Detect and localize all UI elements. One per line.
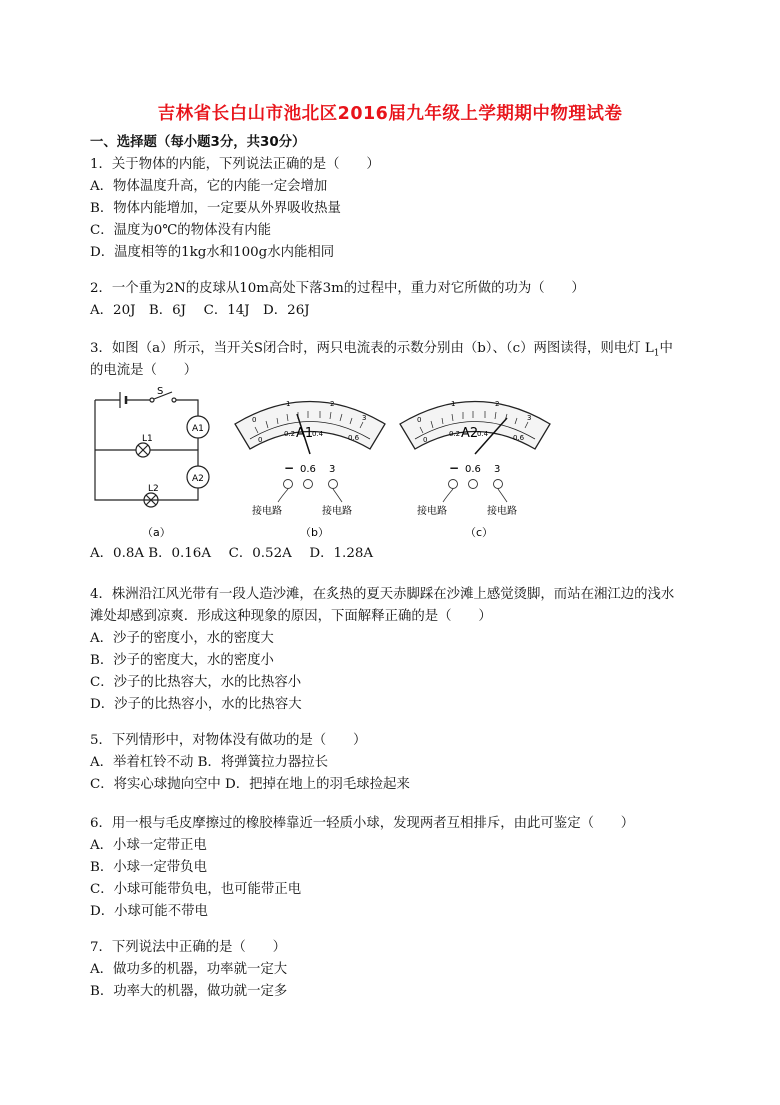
svg-text:0.4: 0.4 xyxy=(477,430,489,438)
svg-text:3: 3 xyxy=(329,464,336,475)
meter-c-label: A2 xyxy=(461,426,479,441)
l1-label: L1 xyxy=(142,434,153,444)
meter-b-label: A1 xyxy=(296,426,314,441)
svg-text:接电路: 接电路 xyxy=(322,506,352,517)
q7-option-a: A．做功多的机器，功率就一定大 xyxy=(90,962,288,977)
terminals-b xyxy=(284,480,338,489)
caption-a: （a） xyxy=(142,526,171,539)
q3-options: A．0.8A B．0.16A C．0.52A D．1.28A xyxy=(90,546,374,561)
svg-text:0.6: 0.6 xyxy=(513,434,525,442)
q6-option-a: A．小球一定带正电 xyxy=(90,838,207,853)
q6-option-d: D．小球可能不带电 xyxy=(90,904,208,919)
svg-text:0.6: 0.6 xyxy=(465,464,481,475)
terminals-c xyxy=(449,480,503,489)
svg-text:0.2: 0.2 xyxy=(449,430,461,438)
svg-text:−: − xyxy=(449,461,460,475)
svg-text:0.6: 0.6 xyxy=(348,434,360,442)
svg-text:0: 0 xyxy=(423,436,428,444)
q4-option-c: C．沙子的比热容大，水的比热容小 xyxy=(90,675,302,690)
switch-label: S xyxy=(157,386,164,397)
q1-option-b: B．物体内能增加，一定要从外界吸收热量 xyxy=(90,201,341,216)
svg-text:2: 2 xyxy=(495,400,500,408)
q4-option-b: B．沙子的密度大，水的密度小 xyxy=(90,653,274,668)
ammeter-b xyxy=(235,400,385,539)
svg-text:0: 0 xyxy=(417,416,422,424)
q6-option-b: B．小球一定带负电 xyxy=(90,860,207,875)
q5-stem: 5．下列情形中，对物体没有做功的是（ ） xyxy=(90,733,367,748)
q6-option-c: C．小球可能带负电，也可能带正电 xyxy=(90,882,302,897)
svg-text:3: 3 xyxy=(494,464,501,475)
svg-text:接电路: 接电路 xyxy=(487,506,517,517)
q1-option-d: D．温度相等的1kg水和100g水内能相同 xyxy=(90,245,335,260)
q3-stem-line2: 的电流是（ ） xyxy=(90,363,198,378)
q5-options-cd: C．将实心球抛向空中 D．把掉在地上的羽毛球捡起来 xyxy=(90,777,410,792)
q1-option-a: A．物体温度升高，它的内能一定会增加 xyxy=(90,179,328,194)
a1-circuit-label: A1 xyxy=(192,424,204,434)
l2-label: L2 xyxy=(148,484,159,494)
svg-text:3: 3 xyxy=(362,414,367,422)
svg-text:0.4: 0.4 xyxy=(312,430,324,438)
svg-text:−: − xyxy=(284,461,295,475)
ammeter-c xyxy=(400,400,550,539)
q2-stem: 2．一个重为2N的皮球从10m高处下落3m的过程中，重力对它所做的功为（ ） xyxy=(90,281,585,296)
q4-stem-line1: 4．株洲沿江风光带有一段人造沙滩，在炙热的夏天赤脚踩在沙滩上感觉烫脚，而站在湘江边的浅水 xyxy=(90,587,675,602)
caption-c: （c） xyxy=(465,526,494,539)
switch-contact-left xyxy=(150,398,154,402)
q1-option-c: C．温度为0℃的物体没有内能 xyxy=(90,223,272,238)
a2-circuit-label: A2 xyxy=(192,474,204,484)
q4-option-d: D．沙子的比热容小，水的比热容大 xyxy=(90,697,302,712)
switch-contact-right xyxy=(172,398,176,402)
q7-option-b: B．功率大的机器，做功就一定多 xyxy=(90,984,288,999)
svg-text:接电路: 接电路 xyxy=(252,506,282,517)
exam-title: 吉林省长白山市池北区2016届九年级上学期期中物理试卷 xyxy=(157,104,623,124)
q6-stem: 6．用一根与毛皮摩擦过的橡胶棒靠近一轻质小球，发现两者互相排斥，由此可鉴定（ ） xyxy=(90,816,635,831)
q1-stem: 1．关于物体的内能，下列说法正确的是（ ） xyxy=(90,157,380,172)
q4-stem-line2: 滩处却感到凉爽．形成这种现象的原因，下面解释正确的是（ ） xyxy=(90,609,492,624)
svg-text:2: 2 xyxy=(330,400,335,408)
q3-stem-line1: 3．如图（a）所示，当开关S闭合时，两只电流表的示数分别由（b）、（c）两图读得，则电灯 $L_1$中 xyxy=(90,341,673,359)
section-heading: 一、选择题（每小题3分，共30分） xyxy=(90,135,306,150)
svg-text:0.6: 0.6 xyxy=(300,464,316,475)
svg-text:0: 0 xyxy=(258,436,263,444)
q7-stem: 7．下列说法中正确的是（ ） xyxy=(90,940,286,955)
svg-text:接电路: 接电路 xyxy=(417,506,447,517)
svg-text:1: 1 xyxy=(451,400,456,408)
q3-figure xyxy=(90,384,650,549)
q2-options: A．20J B．6J C．14J D．26J xyxy=(90,303,310,318)
svg-text:3: 3 xyxy=(527,414,532,422)
q4-option-a: A．沙子的密度小，水的密度大 xyxy=(90,631,274,646)
svg-text:0.2: 0.2 xyxy=(284,430,296,438)
caption-b: （b） xyxy=(300,526,329,539)
svg-text:0: 0 xyxy=(252,416,257,424)
svg-text:1: 1 xyxy=(286,400,291,408)
q5-options-ab: A．举着杠铃不动 B．将弹簧拉力器拉长 xyxy=(90,755,329,770)
